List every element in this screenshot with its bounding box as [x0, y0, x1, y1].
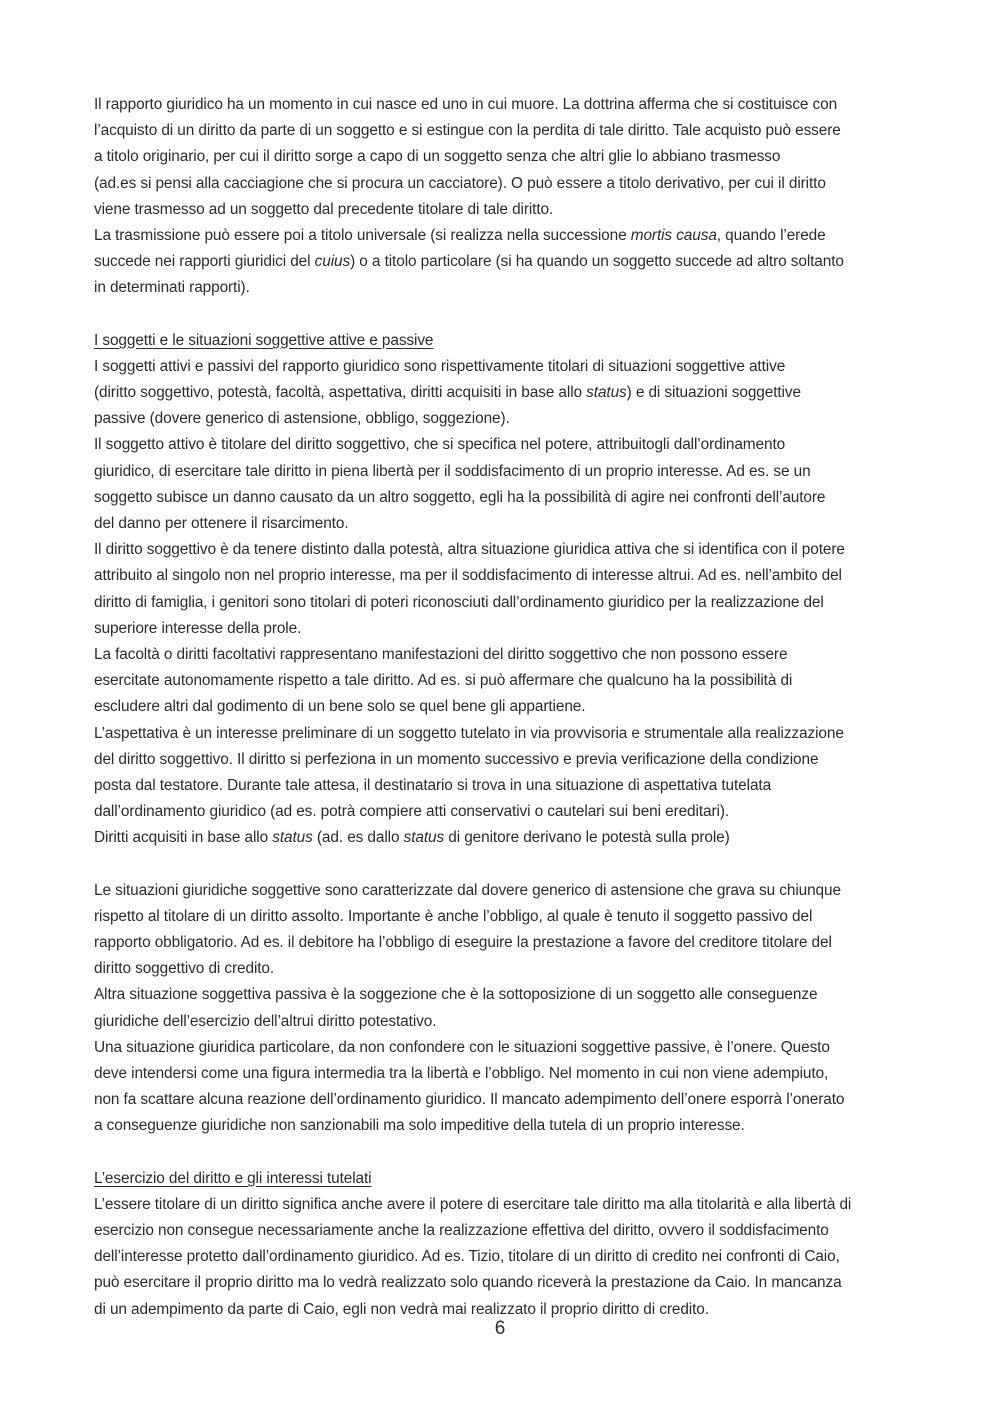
text-line: dell’interesse protetto dall’ordinamento giuridico. Ad es. Tizio, titolare di un diritto di credito nei confronti di Caio,	[94, 1248, 840, 1266]
text-line: attribuito al singolo non nel proprio interesse, ma per il soddisfacimento di interesse altrui. Ad es. nell’ambito del	[94, 567, 842, 585]
text-line: (ad.es si pensi alla cacciagione che si procura un cacciatore). O può essere a titolo derivativo, per cui il diritto	[94, 174, 826, 192]
text-line	[94, 380, 914, 406]
text-line: passive (dovere generico di astensione, obbligo, soggezione).	[94, 410, 510, 428]
text-line: a titolo originario, per cui il diritto sorge a capo di un soggetto senza che altri glie lo abbiano trasmesso	[94, 148, 781, 166]
italic-term: status	[586, 384, 627, 402]
text-line: rapporto obbligatorio. Ad es. il debitore ha l’obbligo di eseguire la prestazione a favore del creditore titolare del	[94, 934, 832, 951]
text-line: l’acquisto di un diritto da parte di un soggetto e si estingue con la perdita di tale diritto. Tale acquisto può essere	[94, 122, 841, 140]
text-line: esercizio non consegue necessariamente anche la realizzazione effettiva del diritto, ovvero il soddisfacimento	[94, 1222, 829, 1240]
text-line: di un adempimento da parte di Caio, egli non vedrà mai realizzato il proprio diritto di credito.	[94, 1300, 709, 1318]
text-run: succede nei rapporti giuridici del	[94, 253, 315, 271]
italic-term: status	[403, 829, 445, 847]
text-line: Le situazioni giuridiche soggettive sono caratterizzate dal dovere generico di astensione che grava su chiunque	[94, 881, 841, 899]
italic-term: mortis causa	[630, 226, 717, 244]
text-line: deve intendersi come una figura intermedia tra la libertà e l’obbligo. Nel momento in cui non viene adempiuto,	[94, 1064, 829, 1082]
text-run: Diritti acquisiti in base allo	[94, 829, 273, 847]
section-heading: I soggetti e le situazioni soggettive attive e passive	[94, 331, 434, 349]
text-line: diritto di famiglia, i genitori sono titolari di poteri riconosciuti dall’ordinamento giuridico per la realizzazione del	[94, 593, 824, 611]
text-line	[94, 223, 914, 249]
text-line: viene trasmesso ad un soggetto dal precedente titolare di tale diritto.	[94, 200, 554, 218]
text-run: ) e di situazioni soggettive	[626, 384, 801, 402]
text-line: Altra situazione soggettiva passiva è la soggezione che è la sottoposizione di un soggetto alle conseguenze	[94, 986, 818, 1004]
italic-term: cuius	[314, 253, 351, 271]
text-line: a conseguenze giuridiche non sanzionabili ma solo impeditive della tutela di un proprio interesse.	[94, 1117, 745, 1135]
text-line: Il rapporto giuridico ha un momento in cui nasce ed uno in cui muore. La dottrina afferma che si costituisce con	[94, 96, 838, 113]
text-line	[94, 249, 914, 275]
text-line	[94, 825, 914, 851]
document-body	[94, 92, 914, 1323]
text-line: dall’ordinamento giuridico (ad es. potrà compiere atti conservativi o cautelari sui beni ereditari).	[94, 803, 730, 821]
text-line: soggetto subisce un danno causato da un altro soggetto, egli ha la possibilità di agire nei confronti dell’autore	[94, 488, 826, 506]
page-number: 6	[494, 1318, 506, 1339]
text-line: Una situazione giuridica particolare, da non confondere con le situazioni soggettive passive, è l’onere. Questo	[94, 1038, 830, 1056]
text-line: L’aspettativa è un interesse preliminare di un soggetto tutelato in via provvisoria e strumentale alla realizzazione	[94, 724, 844, 742]
text-line: in determinati rapporti).	[94, 279, 250, 297]
text-run: ) o a titolo particolare (si ha quando un soggetto succede ad altro soltanto	[350, 253, 844, 271]
text-line: Il diritto soggettivo è da tenere distinto dalla potestà, altra situazione giuridica attiva che si identifica con il potere	[94, 541, 845, 559]
text-line: escludere altri dal godimento di un bene solo se quel bene gli appartiene.	[94, 698, 586, 716]
text-line: non fa scattare alcuna reazione dell’ordinamento giuridico. Il mancato adempimento dell’onere esporrà l’onerato	[94, 1091, 845, 1109]
text-line: posta dal testatore. Durante tale attesa, il destinatario si trova in una situazione di aspettativa tutelata	[94, 776, 772, 794]
text-line: del diritto soggettivo. Il diritto si perfeziona in un momento successivo e previa verificazione della condizione	[94, 750, 819, 768]
text-run: (diritto soggettivo, potestà, facoltà, aspettativa, diritti acquisiti in base allo	[94, 384, 587, 402]
text-line: diritto soggettivo di credito.	[94, 960, 275, 978]
text-line: esercitate autonomamente rispetto a tale diritto. Ad es. si può affermare che qualcuno ha la possibilità di	[94, 672, 793, 690]
text-line: può esercitare il proprio diritto ma lo vedrà realizzato solo quando riceverà la prestazione da Caio. In mancanza	[94, 1274, 842, 1292]
text-line: superiore interesse della prole.	[94, 619, 302, 637]
text-line: giuridiche dell’esercizio dell’altrui diritto potestativo.	[94, 1012, 437, 1030]
text-line: del danno per ottenere il risarcimento.	[94, 515, 349, 532]
text-run: di genitore derivano le potestà sulla prole)	[444, 829, 730, 847]
text-run: , quando l’erede	[716, 226, 826, 244]
text-line: rispetto al titolare di un diritto assolto. Importante è anche l’obbligo, al quale è tenuto il soggetto passivo del	[94, 907, 813, 925]
blank-line	[94, 302, 914, 328]
text-line: L’essere titolare di un diritto significa anche avere il potere di esercitare tale diritto ma alla titolarità e alla libertà di	[94, 1195, 852, 1213]
text-line: Il soggetto attivo è titolare del diritto soggettivo, che si specifica nel potere, attribuitogli dall’ordinamento	[94, 436, 786, 454]
italic-term: status	[272, 829, 313, 847]
text-run: La trasmissione può essere poi a titolo universale (si realizza nella successione	[94, 226, 631, 244]
text-line: giuridico, di esercitare tale diritto in piena libertà per il soddisfacimento di un proprio interesse. Ad es. se un	[94, 462, 811, 480]
blank-line	[94, 1140, 914, 1166]
text-run: (ad. es dallo	[312, 829, 404, 847]
section-heading: L’esercizio del diritto e gli interessi tutelati	[94, 1169, 372, 1187]
text-line: I soggetti attivi e passivi del rapporto giuridico sono rispettivamente titolari di situazioni soggettive attive	[94, 357, 786, 375]
text-line: La facoltà o diritti facoltativi rappresentano manifestazioni del diritto soggettivo che non possono essere	[94, 645, 788, 663]
blank-line	[94, 851, 914, 877]
